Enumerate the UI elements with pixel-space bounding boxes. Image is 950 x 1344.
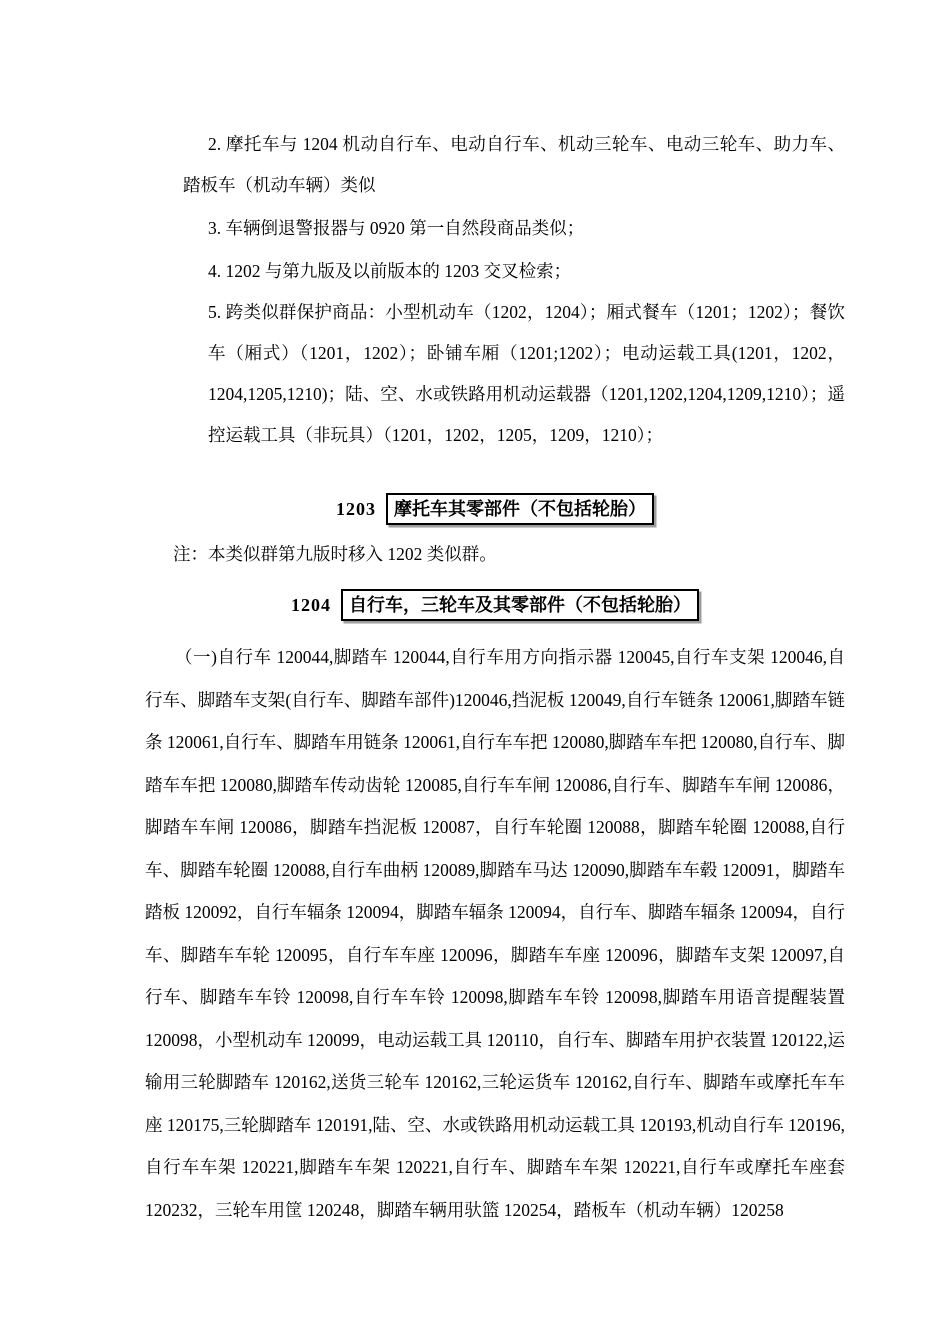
note-paragraph-3: 3. 车辆倒退警报器与 0920 第一自然段商品类似； [208,218,585,238]
section-title-box-1203: 摩托车其零部件（不包括轮胎） [386,493,654,525]
note-paragraph-2: 2. 摩托车与 1204 机动自行车、电动自行车、机动三轮车、电动三轮车、助力车、踏板车（机动车辆）类似 [183,134,845,195]
section-1203-note: 注：本类似群第九版时移入 1202 类似群。 [173,544,497,564]
section-heading-1204 [145,588,845,622]
section-heading-1203 [145,492,845,526]
section-1204-goods-list: （一)自行车 120044,脚踏车 120044,自行车用方向指示器 120045,自行车支架 120046,自行车、脚踏车支架(自行车、脚踏车部件)120046,挡泥板 120049,自行车链条 120061,脚踏车链条 120061,自行车、脚踏车用链条 120061,自行车车把 120080,脚踏车车把 120080,自行车、脚踏车车把 120080,脚踏车传动齿轮 120085,自行车车闸 120086,自行车、脚踏车车闸 120086，脚踏车车闸 120086，脚踏车挡泥板 120087，自行车轮圈 120088，脚踏车轮圈 120088,自行车、脚踏车轮圈 120088,自行车曲柄 120089,脚踏车马达 120090,脚踏车车毂 120091，脚踏车踏板 120092，自行车辐条 120094，脚踏车辐条 120094，自行车、脚踏车辐条 120094，自行车、脚踏车车轮 120095，自行车车座 120096，脚踏车车座 120096，脚踏车支架 120097,自行车、脚踏车车铃 120098,自行车车铃 120098,脚踏车车铃 120098,脚踏车用语音提醒装置 120098，小型机动车 120099，电动运载工具 120110，自行车、脚踏车用护衣装置 120122,运输用三轮脚踏车 120162,送货三轮车 120162,三轮运货车 120162,自行车、脚踏车或摩托车车座 120175,三轮脚踏车 120191,陆、空、水或铁路用机动运载工具 120193,机动自行车 120196,自行车车架 120221,脚踏车车架 120221,自行车、脚踏车车架 120221,自行车或摩托车座套 120232，三轮车用筐 120248，脚踏车辆用驮篮 120254，踏板车（机动车辆）120258 [145,647,845,1220]
section-title-box-1204: 自行车，三轮车及其零部件（不包括轮胎） [341,589,699,621]
note-paragraph-4: 4. 1202 与第九版及以前版本的 1203 交叉检索； [208,261,572,281]
section-code-1204: 1204 [291,595,331,615]
section-code-1203: 1203 [336,499,376,519]
document-content [145,124,845,1231]
note-paragraph-5: 5. 跨类似群保护商品：小型机动车（1202，1204）；厢式餐车（1201；1202）；餐饮车（厢式）（1201，1202）；卧铺车厢（1201;1202）；电动运载工具(1201，1202，1204,1205,1210)；陆、空、水或铁路用机动运载器（1201,1202,1204,1209,1210）；遥控运载工具（非玩具）（1201，1202，1205，1209，1210）； [208,302,845,445]
